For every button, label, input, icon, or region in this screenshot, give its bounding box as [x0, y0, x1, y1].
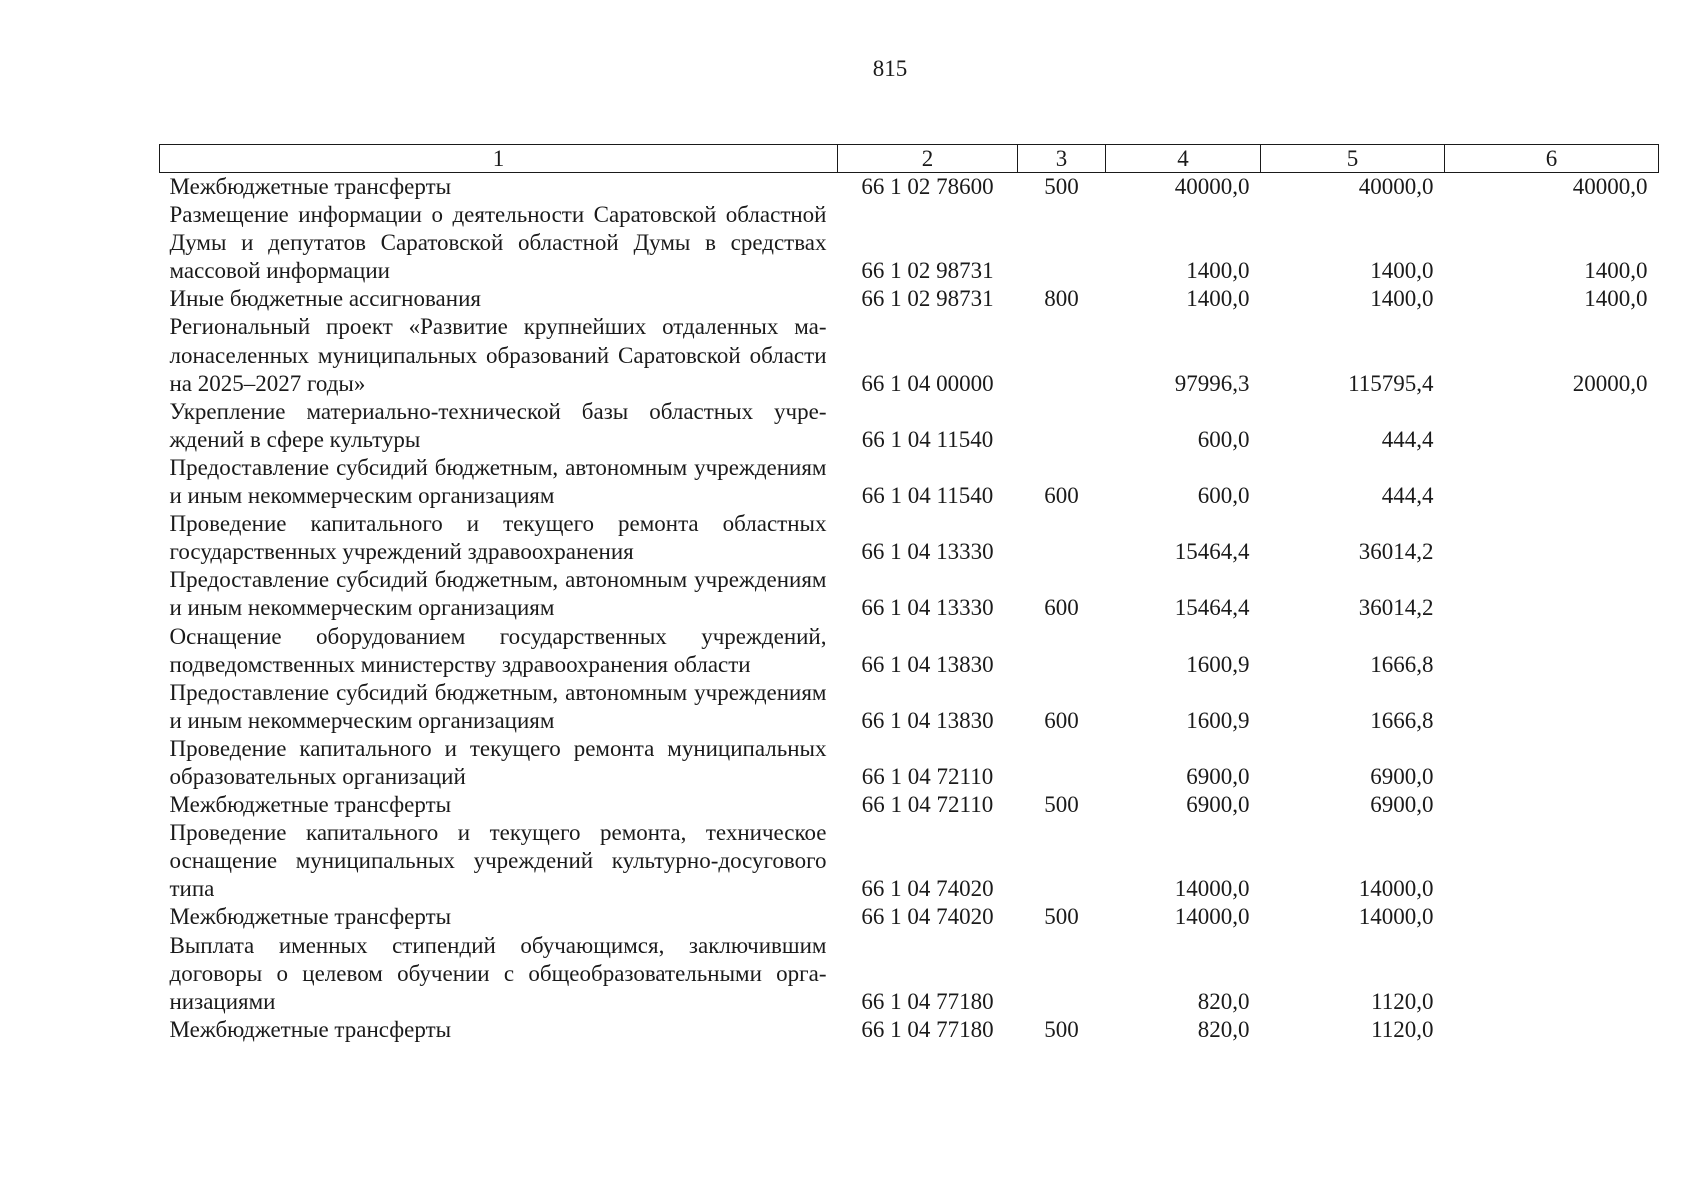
row-amount-2026-cell: 36014,2 — [1358, 539, 1434, 565]
row-name-cell: Проведение капитального и текущего ремонта областных государственных учреждений здравоохранения — [169, 511, 827, 565]
row-amount-2026-cell: 14000,0 — [1358, 904, 1434, 930]
row-amount-2025-cell: 1400,0 — [1186, 258, 1250, 284]
row-amount-2025-cell: 820,0 — [1197, 988, 1250, 1014]
column-header: 4 — [1106, 145, 1261, 173]
table-row — [160, 398, 1659, 454]
row-amount-2025-cell: 600,0 — [1197, 426, 1250, 452]
row-amount-2026-cell: 1120,0 — [1371, 988, 1434, 1014]
table-row — [160, 173, 1659, 202]
row-expense-type-cell: 500 — [1044, 1016, 1079, 1042]
table-row — [160, 679, 1659, 735]
row-name-cell: Проведение капитального и текущего ремонта, техническое оснащение муниципальных учреждений культурно-досугового типа — [169, 820, 827, 902]
row-expense-type-cell — [1018, 201, 1106, 285]
row-expense-type-cell: 600 — [1044, 595, 1079, 621]
row-expense-type-cell: 500 — [1044, 174, 1079, 199]
row-name-cell: Оснащение оборудованием государственных учреждений, подведомственных министерству здравоохранения области — [169, 623, 827, 677]
table-row — [160, 510, 1659, 566]
row-amount-2027-cell — [1445, 932, 1659, 1016]
row-amount-2026-cell: 6900,0 — [1370, 792, 1434, 818]
row-name-cell: Предоставление субсидий бюджетным, автономным учреждениям и иным некоммерческим организациям — [169, 454, 827, 509]
row-expense-type-cell: 500 — [1044, 792, 1079, 818]
row-amount-2026-cell: 6900,0 — [1370, 763, 1434, 789]
row-expense-type-cell: 600 — [1044, 483, 1079, 509]
table-row — [160, 566, 1659, 622]
page-number: 815 — [872, 56, 908, 81]
column-header: 5 — [1261, 145, 1445, 173]
row-amount-2026-cell: 115795,4 — [1348, 370, 1434, 396]
row-amount-2025-cell: 600,0 — [1197, 483, 1250, 509]
row-name-cell: Межбюджетные трансферты — [169, 1016, 452, 1042]
row-amount-2025-cell: 1400,0 — [1186, 286, 1250, 312]
row-amount-2025-cell: 1600,9 — [1186, 707, 1250, 733]
row-name-cell: Предоставление субсидий бюджетным, автономным учреждениям и иным некоммерческим организациям — [169, 679, 827, 733]
row-name-cell: Предоставление субсидий бюджетным, автономным учреждениям и иным некоммерческим организациям — [169, 567, 827, 621]
row-amount-2027-cell — [1445, 566, 1659, 622]
row-amount-2027-cell — [1445, 679, 1659, 735]
row-amount-2025-cell: 6900,0 — [1186, 763, 1250, 789]
row-amount-2027-cell: 20000,0 — [1572, 370, 1648, 396]
row-amount-2027-cell — [1445, 791, 1659, 819]
table-row — [160, 623, 1659, 679]
row-amount-2026-cell: 40000,0 — [1358, 174, 1434, 199]
row-code-cell: 66 1 04 77180 — [861, 988, 994, 1014]
row-amount-2025-cell: 97996,3 — [1174, 370, 1250, 396]
row-code-cell: 66 1 02 98731 — [861, 286, 994, 312]
table-row — [160, 313, 1659, 397]
budget-table — [159, 144, 1659, 1044]
row-amount-2025-cell: 14000,0 — [1174, 904, 1250, 930]
row-code-cell: 66 1 04 77180 — [861, 1016, 994, 1042]
row-name-cell: Выплата именных стипендий обучающимся, заключившим договоры о целевом обучении с общеобразовательными организациями — [169, 932, 827, 1014]
row-amount-2026-cell: 14000,0 — [1358, 876, 1434, 902]
table-row — [160, 903, 1659, 931]
column-header: 3 — [1018, 145, 1106, 173]
table-row — [160, 932, 1659, 1016]
row-amount-2025-cell: 40000,0 — [1174, 174, 1250, 199]
row-code-cell: 66 1 02 78600 — [861, 174, 994, 199]
row-amount-2025-cell: 6900,0 — [1186, 792, 1250, 818]
row-name-cell: Иные бюджетные ассигнования — [169, 286, 481, 312]
row-amount-2027-cell — [1445, 623, 1659, 679]
row-amount-2025-cell: 15464,4 — [1174, 539, 1250, 565]
table-header — [160, 145, 1659, 173]
row-amount-2026-cell: 1666,8 — [1370, 651, 1434, 677]
row-amount-2027-cell — [1445, 398, 1659, 454]
row-code-cell: 66 1 04 00000 — [861, 370, 994, 396]
header-row — [160, 145, 1659, 173]
row-name-cell: Проведение капитального и текущего ремонта муниципальных образовательных организаций — [169, 735, 827, 789]
row-code-cell: 66 1 04 74020 — [861, 876, 994, 902]
row-amount-2027-cell — [1445, 454, 1659, 510]
row-expense-type-cell — [1018, 398, 1106, 454]
row-code-cell: 66 1 04 13830 — [861, 707, 994, 733]
row-code-cell: 66 1 04 13330 — [861, 595, 994, 621]
row-amount-2026-cell: 1400,0 — [1370, 286, 1434, 312]
row-amount-2025-cell: 15464,4 — [1174, 595, 1250, 621]
table-row — [160, 201, 1659, 285]
row-code-cell: 66 1 04 74020 — [861, 904, 994, 930]
row-amount-2026-cell: 444,4 — [1381, 483, 1434, 509]
row-name-cell: Межбюджетные трансферты — [169, 792, 452, 818]
row-expense-type-cell: 600 — [1044, 707, 1079, 733]
table-row — [160, 819, 1659, 903]
row-amount-2025-cell: 14000,0 — [1174, 876, 1250, 902]
row-amount-2026-cell: 36014,2 — [1358, 595, 1434, 621]
row-amount-2027-cell: 1400,0 — [1584, 286, 1648, 312]
row-code-cell: 66 1 04 72110 — [861, 763, 994, 789]
row-code-cell: 66 1 04 11540 — [861, 426, 994, 452]
row-amount-2027-cell — [1445, 735, 1659, 791]
table-row — [160, 1016, 1659, 1044]
row-amount-2026-cell: 1120,0 — [1371, 1016, 1434, 1042]
row-name-cell: Межбюджетные трансферты — [169, 174, 452, 199]
row-amount-2027-cell: 40000,0 — [1572, 174, 1648, 199]
table-row — [160, 735, 1659, 791]
row-amount-2027-cell — [1445, 510, 1659, 566]
row-code-cell: 66 1 04 72110 — [861, 792, 994, 818]
column-header: 2 — [838, 145, 1018, 173]
row-amount-2027-cell — [1445, 903, 1659, 931]
row-expense-type-cell: 800 — [1044, 286, 1079, 312]
row-code-cell: 66 1 04 11540 — [861, 483, 994, 509]
table-row — [160, 454, 1659, 510]
row-code-cell: 66 1 02 98731 — [861, 258, 994, 284]
row-expense-type-cell — [1018, 313, 1106, 397]
row-code-cell: 66 1 04 13830 — [861, 651, 994, 677]
table-body — [160, 173, 1659, 1044]
row-name-cell: Региональный проект «Развитие крупнейших отдаленных малонаселенных муниципальных образований Саратовской области на 2025–2027 годы» — [169, 314, 827, 396]
column-header: 1 — [160, 145, 838, 173]
row-expense-type-cell: 500 — [1044, 904, 1079, 930]
row-amount-2027-cell: 1400,0 — [1584, 258, 1648, 284]
table-row — [160, 285, 1659, 313]
row-expense-type-cell — [1018, 735, 1106, 791]
row-amount-2025-cell: 1600,9 — [1186, 651, 1250, 677]
row-expense-type-cell — [1018, 932, 1106, 1016]
row-expense-type-cell — [1018, 819, 1106, 903]
row-code-cell: 66 1 04 13330 — [861, 539, 994, 565]
row-amount-2025-cell: 820,0 — [1197, 1016, 1250, 1042]
row-name-cell: Межбюджетные трансферты — [169, 904, 452, 930]
row-expense-type-cell — [1018, 623, 1106, 679]
row-amount-2026-cell: 444,4 — [1381, 426, 1434, 452]
row-name-cell: Размещение информации о деятельности Саратовской областной Думы и депутатов Саратовской областной Думы в средствах массовой информации — [169, 202, 827, 284]
row-amount-2027-cell — [1445, 819, 1659, 903]
column-header: 6 — [1445, 145, 1659, 173]
table-row — [160, 791, 1659, 819]
row-amount-2027-cell — [1445, 1016, 1659, 1044]
row-amount-2026-cell: 1400,0 — [1370, 258, 1434, 284]
row-amount-2026-cell: 1666,8 — [1370, 707, 1434, 733]
row-expense-type-cell — [1018, 510, 1106, 566]
row-name-cell: Укрепление материально-технической базы областных учреждений в сфере культуры — [169, 398, 827, 452]
